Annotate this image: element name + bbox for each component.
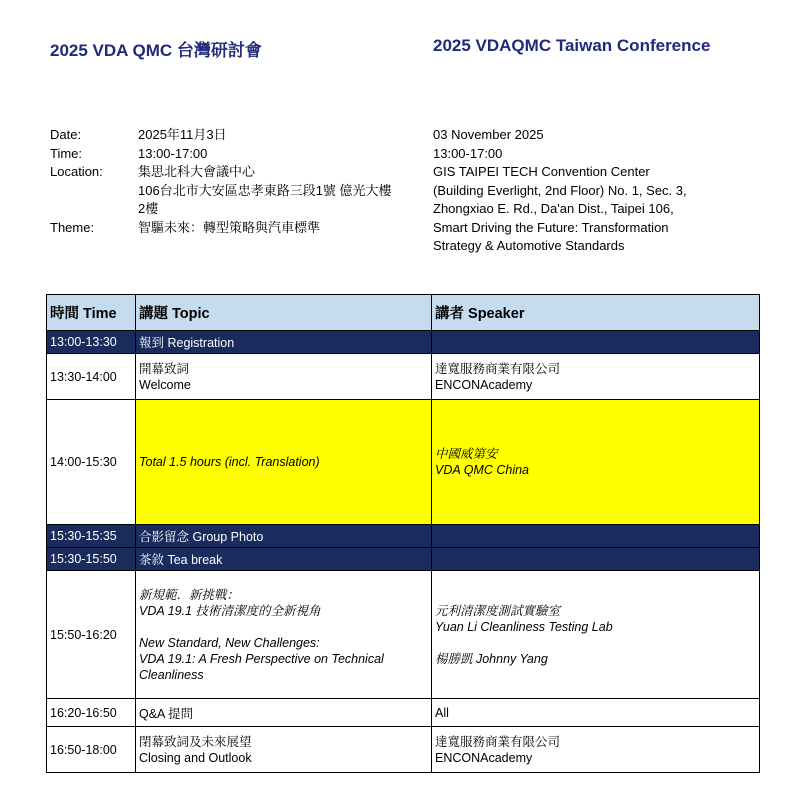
location-zh-2: 106台北市大安區忠孝東路三段1號 億光大樓 — [138, 182, 392, 198]
label-theme: Theme: — [50, 219, 95, 235]
table-row-group-photo — [47, 525, 760, 548]
row-time: 13:00-13:30 — [47, 331, 136, 354]
row-speaker — [432, 548, 760, 571]
row-speaker-highlight — [432, 400, 760, 525]
header-speaker: 講者 Speaker — [432, 295, 760, 331]
topic-line: VDA 19.1: A Fresh Perspective on Technical — [139, 651, 384, 666]
time-en: 13:00-17:00 — [433, 145, 503, 161]
table-header-row — [47, 295, 760, 331]
date-en: 03 November 2025 — [433, 127, 544, 142]
location-en-3: Zhongxiao E. Rd., Da'an Dist., Taipei 106, — [433, 201, 674, 216]
location-en-2: (Building Everlight, 2nd Floor) No. 1, Sec. 3, — [433, 182, 687, 198]
topic-line: Closing and Outlook — [139, 750, 252, 765]
table-row-registration — [47, 331, 760, 354]
row-time: 13:30-14:00 — [47, 354, 136, 400]
row-time: 16:20-16:50 — [47, 699, 136, 727]
row-speaker: All — [432, 699, 760, 727]
speaker-line: 楊勝凱 Johnny Yang — [435, 651, 548, 666]
info-labels — [50, 126, 103, 237]
row-topic — [136, 354, 432, 400]
location-en-1: GIS TAIPEI TECH Convention Center — [433, 164, 650, 179]
info-english — [433, 126, 687, 256]
row-topic: Q&A 提問 — [136, 699, 432, 727]
row-speaker — [432, 727, 760, 773]
row-time: 14:00-15:30 — [47, 400, 136, 525]
label-location: Location: — [50, 164, 103, 179]
label-time: Time: — [50, 145, 83, 161]
time-zh: 13:00-17:00 — [138, 145, 208, 161]
header-time: 時間 Time — [47, 295, 136, 331]
info-chinese — [138, 126, 392, 237]
speaker-line: VDA QMC China — [435, 463, 530, 477]
row-speaker — [432, 354, 760, 400]
row-topic: 報到 Registration — [136, 331, 432, 354]
topic-line: 開幕致詞 — [139, 361, 190, 376]
speaker-line: ENCONAcademy — [435, 377, 533, 392]
row-time: 16:50-18:00 — [47, 727, 136, 773]
speaker-line: 元利清潔度測試實驗室 — [435, 603, 561, 618]
table-row-qa — [47, 699, 760, 727]
speaker-line: ENCONAcademy — [435, 750, 533, 765]
topic-line: 新規範．新挑戰： — [139, 587, 240, 602]
table-row-closing — [47, 727, 760, 773]
theme-en-1: Smart Driving the Future: Transformation — [433, 219, 669, 235]
speaker-line: 達寬服務商業有限公司 — [435, 361, 561, 376]
row-topic-highlight: Total 1.5 hours (incl. Translation) — [136, 400, 432, 525]
location-zh-1: 集思北科大會議中心 — [138, 164, 256, 179]
schedule-table — [46, 294, 760, 773]
speaker-line: 中國威第安 — [435, 447, 498, 461]
table-row-tea-break — [47, 548, 760, 571]
row-time: 15:30-15:35 — [47, 525, 136, 548]
topic-line: Cleanliness — [139, 667, 204, 682]
table-row-vda-19-1 — [47, 571, 760, 699]
location-zh-3: 2樓 — [138, 201, 159, 216]
row-topic — [136, 727, 432, 773]
row-time: 15:50-16:20 — [47, 571, 136, 699]
topic-line: VDA 19.1 技術清潔度的全新視角 — [139, 603, 321, 618]
row-time: 15:30-15:50 — [47, 548, 136, 571]
header-topic: 講題 Topic — [136, 295, 432, 331]
date-zh: 2025年11月3日 — [138, 127, 227, 142]
table-row-welcome — [47, 354, 760, 400]
topic-line: Welcome — [139, 377, 191, 392]
theme-zh: 智驅未來：轉型策略與汽車標準 — [138, 219, 321, 235]
speaker-line: 達寬服務商業有限公司 — [435, 734, 561, 749]
row-speaker — [432, 525, 760, 548]
row-topic: 合影留念 Group Photo — [136, 525, 432, 548]
row-topic — [136, 571, 432, 699]
row-speaker — [432, 571, 760, 699]
topic-line: New Standard, New Challenges: — [139, 635, 320, 650]
title-chinese: 2025 VDA QMC 台灣研討會 — [50, 41, 262, 60]
row-speaker — [432, 331, 760, 354]
theme-en-2: Strategy & Automotive Standards — [433, 238, 625, 253]
row-topic: 茶敘 Tea break — [136, 548, 432, 571]
speaker-line: Yuan Li Cleanliness Testing Lab — [435, 619, 613, 634]
table-row-keynote — [47, 400, 760, 525]
label-date: Date: — [50, 127, 82, 142]
topic-line: 閉幕致詞及未來展望 — [139, 734, 252, 749]
title-english: 2025 VDAQMC Taiwan Conference — [433, 36, 711, 55]
